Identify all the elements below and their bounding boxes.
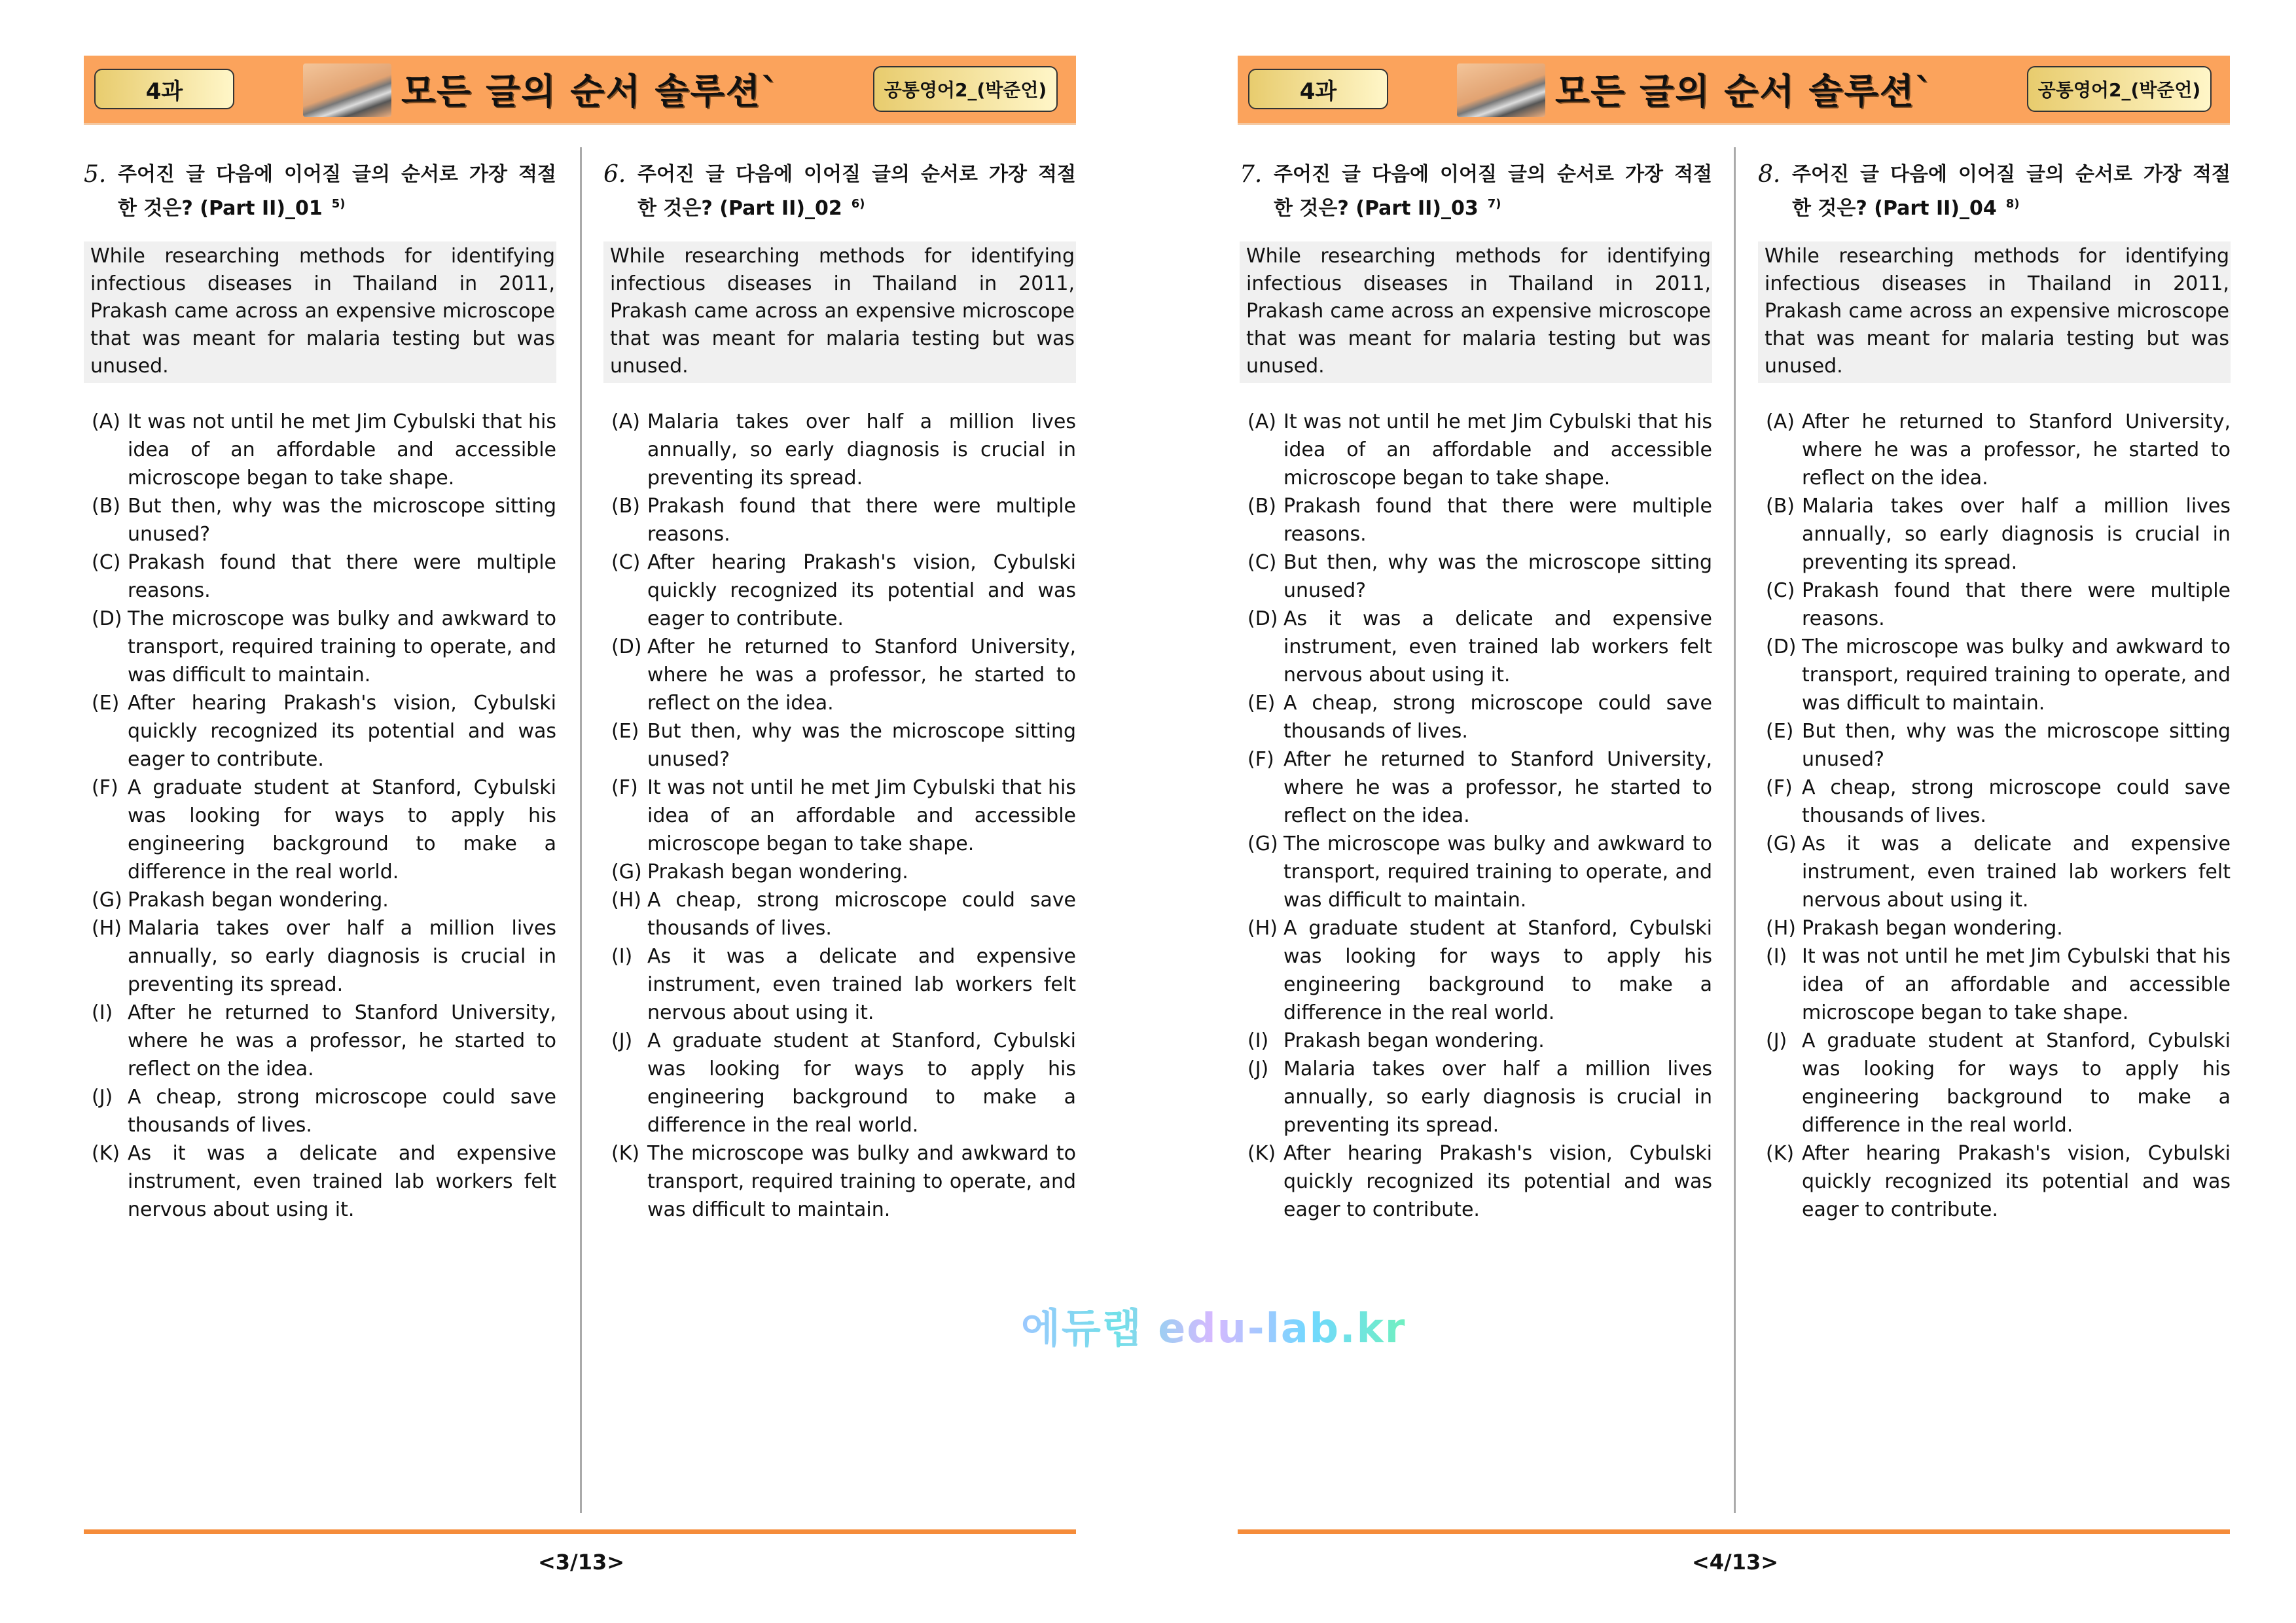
- watermark: 에듀랩 edu-lab.kr: [1021, 1296, 1406, 1354]
- option-text: It was not until he met Jim Cybulski that his idea of an affordable and accessible microscope began to take shape.: [128, 410, 556, 490]
- header-title: 모든 글의 순서 솔루션`: [401, 71, 780, 112]
- option-text: It was not until he met Jim Cybulski that his idea of an affordable and accessible microscope began to take shape.: [1283, 410, 1712, 490]
- cat-image: [1457, 63, 1545, 117]
- option-label: (A): [1247, 410, 1276, 433]
- question-title-line1: 주어진 글 다음에 이어질 글의 순서로 가장 적절: [637, 163, 1076, 186]
- option-label: (C): [1766, 579, 1795, 602]
- option-item: [1240, 1055, 1712, 1139]
- passage-box: While researching methods for identifying infectious diseases in Thailand in 2011, Prakash came across an expensive microscope that was meant for malaria testing but was unused.: [1758, 241, 2231, 383]
- option-text: Malaria takes over half a million lives annually, so early diagnosis is crucial in preventing its spread.: [647, 410, 1076, 490]
- option-item: [1240, 605, 1712, 689]
- option-text: The microscope was bulky and awkward to transport, required training to operate, and was difficult to maintain.: [1802, 635, 2231, 715]
- option-text: After he returned to Stanford University, where he was a professor, he started to reflect on the idea.: [647, 635, 1076, 715]
- option-item: [84, 492, 556, 548]
- option-item: [1758, 830, 2231, 914]
- option-label: (C): [92, 551, 121, 574]
- question-title-line2-wrap: [118, 189, 556, 223]
- option-text: Prakash found that there were multiple reasons.: [1802, 579, 2231, 630]
- option-text: But then, why was the microscope sitting unused?: [1802, 720, 2231, 771]
- option-item: [1758, 774, 2231, 830]
- option-label: (A): [92, 410, 120, 433]
- option-label: (F): [1247, 748, 1274, 771]
- option-item: [603, 942, 1076, 1027]
- option-label: (K): [92, 1142, 120, 1165]
- option-item: [603, 858, 1076, 886]
- option-text: As it was a delicate and expensive instrument, even trained lab workers felt nervous about using it.: [1283, 607, 1712, 687]
- option-item: [1758, 942, 2231, 1027]
- option-item: [1758, 492, 2231, 577]
- option-label: (D): [1247, 607, 1278, 630]
- option-text: After he returned to Stanford University, where he was a professor, he started to reflect on the idea.: [1283, 748, 1712, 827]
- option-item: [1240, 408, 1712, 492]
- option-item: [84, 774, 556, 886]
- page-number: <3/13>: [537, 1550, 625, 1575]
- option-label: (I): [1766, 945, 1787, 968]
- option-text: The microscope was bulky and awkward to transport, required training to operate, and was difficult to maintain.: [647, 1142, 1076, 1221]
- passage-box: While researching methods for identifying infectious diseases in Thailand in 2011, Prakash came across an expensive microscope that was meant for malaria testing but was unused.: [84, 241, 556, 383]
- passage-box: While researching methods for identifying infectious diseases in Thailand in 2011, Prakash came across an expensive microscope that was meant for malaria testing but was unused.: [1240, 241, 1712, 383]
- option-label: (B): [92, 495, 120, 518]
- column-divider: [580, 147, 582, 1513]
- option-text: But then, why was the microscope sitting unused?: [647, 720, 1076, 771]
- option-text: The microscope was bulky and awkward to transport, required training to operate, and was difficult to maintain.: [1283, 832, 1712, 912]
- question-number: 7.: [1240, 161, 1263, 188]
- option-item: [603, 1027, 1076, 1139]
- question-title-line2-wrap: [1792, 189, 2231, 223]
- header-title: 모든 글의 순서 솔루션`: [1555, 71, 1934, 112]
- option-item: [603, 408, 1076, 492]
- option-item: [84, 886, 556, 914]
- option-item: [84, 689, 556, 774]
- option-label: (G): [611, 861, 642, 883]
- question-title-line1: 주어진 글 다음에 이어질 글의 순서로 가장 적절: [1274, 163, 1712, 186]
- option-label: (G): [1766, 832, 1797, 855]
- option-text: A cheap, strong microscope could save thousands of lives.: [647, 889, 1076, 940]
- option-text: Malaria takes over half a million lives annually, so early diagnosis is crucial in preventing its spread.: [128, 917, 556, 996]
- option-item: [1758, 633, 2231, 717]
- lesson-badge: 4과: [94, 69, 234, 109]
- option-item: [1240, 492, 1712, 548]
- option-label: (I): [1247, 1029, 1269, 1052]
- option-item: [1240, 548, 1712, 605]
- question-title: [84, 160, 556, 223]
- option-label: (J): [1247, 1058, 1269, 1080]
- option-text: A cheap, strong microscope could save thousands of lives.: [1802, 776, 2231, 827]
- question-title-line2: 한 것은? (Part II)_04: [1792, 197, 1997, 220]
- option-label: (G): [1247, 832, 1278, 855]
- option-label: (F): [92, 776, 118, 799]
- question-number: 8.: [1758, 161, 1781, 188]
- question-title: [1240, 160, 1712, 223]
- footnote-ref[interactable]: 8): [2005, 197, 2020, 211]
- option-item: [1240, 689, 1712, 745]
- option-text: Prakash began wondering.: [128, 889, 389, 912]
- option-item: [1758, 408, 2231, 492]
- course-badge: 공통영어2_(박준언): [873, 66, 1058, 112]
- option-text: As it was a delicate and expensive instrument, even trained lab workers felt nervous about using it.: [647, 945, 1076, 1024]
- option-label: (K): [611, 1142, 640, 1165]
- options-list: [1758, 408, 2231, 1224]
- option-text: A graduate student at Stanford, Cybulski was looking for ways to apply his engineering background to make a difference in the real world.: [1802, 1029, 2231, 1137]
- question-title-line2-wrap: [637, 189, 1076, 223]
- option-item: [603, 548, 1076, 633]
- option-label: (D): [611, 635, 642, 658]
- option-label: (F): [1766, 776, 1793, 799]
- question-number: 5.: [84, 161, 107, 188]
- question-number: 6.: [603, 161, 626, 188]
- options-list: [603, 408, 1076, 1224]
- option-text: Prakash found that there were multiple reasons.: [128, 551, 556, 602]
- question-title-line1: 주어진 글 다음에 이어질 글의 순서로 가장 적절: [118, 163, 556, 186]
- option-item: [1240, 1027, 1712, 1055]
- option-item: [603, 717, 1076, 774]
- option-text: The microscope was bulky and awkward to transport, required training to operate, and was difficult to maintain.: [128, 607, 556, 687]
- option-text: After he returned to Stanford University, where he was a professor, he started to reflect on the idea.: [128, 1001, 556, 1080]
- option-label: (I): [611, 945, 633, 968]
- option-item: [84, 605, 556, 689]
- option-text: A graduate student at Stanford, Cybulski was looking for ways to apply his engineering background to make a difference in the real world.: [1283, 917, 1712, 1024]
- option-text: After hearing Prakash's vision, Cybulski quickly recognized its potential and was eager to contribute.: [1283, 1142, 1712, 1221]
- option-item: [1758, 577, 2231, 633]
- option-text: A cheap, strong microscope could save thousands of lives.: [128, 1086, 556, 1137]
- footer-rule: [1238, 1529, 2230, 1534]
- option-text: But then, why was the microscope sitting unused?: [1283, 551, 1712, 602]
- option-label: (B): [1247, 495, 1276, 518]
- option-item: [84, 1139, 556, 1224]
- option-label: (E): [92, 692, 120, 715]
- question-5: [84, 160, 556, 1224]
- option-text: Prakash found that there were multiple reasons.: [647, 495, 1076, 546]
- cat-image: [303, 63, 391, 117]
- options-list: [84, 408, 556, 1224]
- footer-rule: [84, 1529, 1076, 1534]
- option-text: As it was a delicate and expensive instrument, even trained lab workers felt nervous about using it.: [128, 1142, 556, 1221]
- option-text: After hearing Prakash's vision, Cybulski quickly recognized its potential and was eager to contribute.: [647, 551, 1076, 630]
- option-text: But then, why was the microscope sitting unused?: [128, 495, 556, 546]
- option-text: A graduate student at Stanford, Cybulski was looking for ways to apply his engineering background to make a difference in the real world.: [647, 1029, 1076, 1137]
- option-label: (A): [611, 410, 640, 433]
- question-8: [1758, 160, 2231, 1224]
- option-text: As it was a delicate and expensive instrument, even trained lab workers felt nervous about using it.: [1802, 832, 2231, 912]
- passage-box: While researching methods for identifying infectious diseases in Thailand in 2011, Prakash came across an expensive microscope that was meant for malaria testing but was unused.: [603, 241, 1076, 383]
- option-text: Malaria takes over half a million lives annually, so early diagnosis is crucial in preventing its spread.: [1802, 495, 2231, 574]
- option-label: (E): [611, 720, 639, 743]
- option-item: [84, 548, 556, 605]
- question-6: [603, 160, 1076, 1224]
- option-item: [603, 1139, 1076, 1224]
- option-item: [603, 492, 1076, 548]
- footnote-ref[interactable]: 5): [331, 197, 346, 211]
- option-text: A cheap, strong microscope could save thousands of lives.: [1283, 692, 1712, 743]
- course-badge: 공통영어2_(박준언): [2027, 66, 2212, 112]
- option-text: After he returned to Stanford University, where he was a professor, he started to reflect on the idea.: [1802, 410, 2231, 490]
- option-item: [1240, 745, 1712, 830]
- page-header: [1238, 56, 2230, 125]
- option-label: (G): [92, 889, 122, 912]
- option-label: (H): [611, 889, 641, 912]
- option-label: (B): [1766, 495, 1795, 518]
- option-item: [1758, 717, 2231, 774]
- option-item: [1240, 830, 1712, 914]
- option-text: A graduate student at Stanford, Cybulski was looking for ways to apply his engineering background to make a difference in the real world.: [128, 776, 556, 883]
- option-label: (F): [611, 776, 638, 799]
- option-label: (I): [92, 1001, 113, 1024]
- option-item: [1758, 914, 2231, 942]
- question-title-line2: 한 것은? (Part II)_02: [637, 197, 842, 220]
- question-title-line1: 주어진 글 다음에 이어질 글의 순서로 가장 적절: [1792, 163, 2231, 186]
- option-text: Prakash found that there were multiple reasons.: [1283, 495, 1712, 546]
- option-label: (H): [1247, 917, 1278, 940]
- option-text: Prakash began wondering.: [647, 861, 908, 883]
- footnote-ref[interactable]: 7): [1487, 197, 1501, 211]
- option-text: Malaria takes over half a million lives annually, so early diagnosis is crucial in preventing its spread.: [1283, 1058, 1712, 1137]
- option-label: (A): [1766, 410, 1795, 433]
- option-text: Prakash began wondering.: [1283, 1029, 1545, 1052]
- option-item: [1240, 1139, 1712, 1224]
- option-label: (D): [1766, 635, 1797, 658]
- question-title-line2: 한 것은? (Part II)_03: [1274, 197, 1479, 220]
- question-title-line2-wrap: [1274, 189, 1712, 223]
- question-title-line2: 한 것은? (Part II)_01: [118, 197, 323, 220]
- option-item: [84, 999, 556, 1083]
- option-item: [84, 408, 556, 492]
- option-label: (C): [611, 551, 641, 574]
- footnote-ref[interactable]: 6): [851, 197, 865, 211]
- question-title: [603, 160, 1076, 223]
- option-label: (D): [92, 607, 122, 630]
- question-title: [1758, 160, 2231, 223]
- option-text: After hearing Prakash's vision, Cybulski quickly recognized its potential and was eager to contribute.: [1802, 1142, 2231, 1221]
- option-label: (J): [1766, 1029, 1787, 1052]
- option-text: After hearing Prakash's vision, Cybulski quickly recognized its potential and was eager to contribute.: [128, 692, 556, 771]
- option-item: [84, 1083, 556, 1139]
- option-item: [603, 774, 1076, 858]
- option-item: [1758, 1027, 2231, 1139]
- option-text: Prakash began wondering.: [1802, 917, 2063, 940]
- options-list: [1240, 408, 1712, 1224]
- column-divider: [1734, 147, 1736, 1513]
- option-item: [1758, 1139, 2231, 1224]
- option-label: (E): [1766, 720, 1794, 743]
- option-label: (J): [611, 1029, 633, 1052]
- option-label: (H): [92, 917, 122, 940]
- option-label: (B): [611, 495, 640, 518]
- option-label: (K): [1247, 1142, 1276, 1165]
- page-header: [84, 56, 1076, 125]
- page-number: <4/13>: [1691, 1550, 1779, 1575]
- option-label: (H): [1766, 917, 1796, 940]
- option-item: [1240, 914, 1712, 1027]
- option-label: (J): [92, 1086, 113, 1109]
- option-label: (K): [1766, 1142, 1795, 1165]
- option-text: It was not until he met Jim Cybulski that his idea of an affordable and accessible microscope began to take shape.: [647, 776, 1076, 855]
- option-item: [84, 914, 556, 999]
- option-label: (E): [1247, 692, 1276, 715]
- option-item: [603, 886, 1076, 942]
- question-7: [1240, 160, 1712, 1224]
- option-label: (C): [1247, 551, 1277, 574]
- option-text: It was not until he met Jim Cybulski that his idea of an affordable and accessible microscope began to take shape.: [1802, 945, 2231, 1024]
- lesson-badge: 4과: [1248, 69, 1388, 109]
- option-item: [603, 633, 1076, 717]
